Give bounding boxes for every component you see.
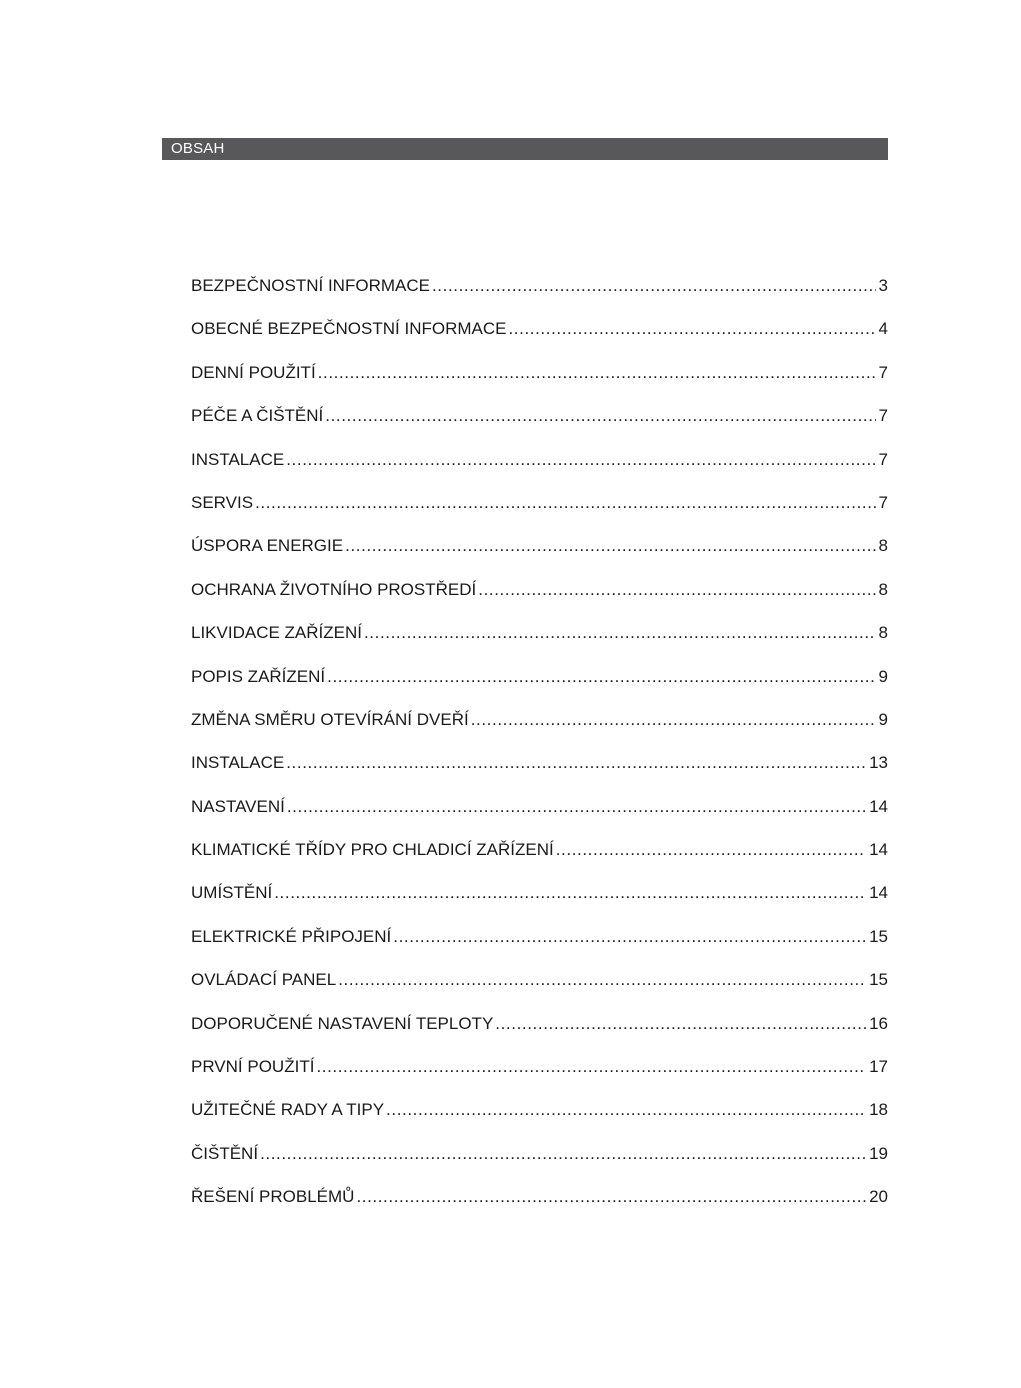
toc-entry-title: PÉČE A ČIŠTĚNÍ	[191, 406, 324, 426]
toc-dot-leader	[338, 967, 866, 993]
toc-page-number: 13	[869, 753, 888, 773]
toc-entry[interactable]	[191, 403, 888, 446]
toc-entry[interactable]	[191, 577, 888, 620]
table-of-contents	[191, 273, 888, 1228]
toc-entry[interactable]	[191, 707, 888, 750]
toc-dot-leader	[495, 1011, 866, 1037]
toc-page-number: 3	[878, 276, 888, 295]
toc-dot-leader	[364, 620, 876, 646]
toc-entry-title: INSTALACE	[191, 753, 285, 773]
section-title: OBSAH	[171, 140, 225, 157]
toc-entry-title: OBECNÉ BEZPEČNOSTNÍ INFORMACE	[191, 319, 507, 339]
toc-dot-leader	[287, 794, 866, 820]
toc-entry[interactable]	[191, 1097, 888, 1140]
section-header-bar	[162, 138, 888, 160]
toc-entry[interactable]	[191, 1054, 888, 1097]
toc-entry[interactable]	[191, 750, 888, 793]
toc-page-number: 14	[869, 883, 888, 903]
toc-entry-title: ZMĚNA SMĚRU OTEVÍRÁNÍ DVEŘÍ	[191, 709, 469, 729]
toc-page-number: 18	[869, 1100, 888, 1120]
toc-page-number: 16	[869, 1013, 888, 1033]
toc-entry[interactable]	[191, 967, 888, 1010]
toc-page-number: 7	[878, 362, 888, 382]
toc-dot-leader	[255, 490, 875, 516]
toc-entry[interactable]	[191, 664, 888, 707]
toc-entry[interactable]	[191, 1184, 888, 1227]
toc-page-number: 9	[878, 709, 888, 729]
toc-entry-title: ČIŠTĚNÍ	[191, 1143, 259, 1163]
toc-dot-leader	[471, 707, 876, 733]
toc-entry[interactable]	[191, 924, 888, 967]
toc-entry[interactable]	[191, 1011, 888, 1054]
toc-page-number: 7	[878, 492, 888, 512]
toc-dot-leader	[356, 1184, 866, 1210]
toc-page-number: 14	[869, 840, 888, 860]
toc-page-number: 7	[878, 406, 888, 426]
toc-entry-title: PRVNÍ POUŽITÍ	[191, 1057, 315, 1077]
toc-entry-title: ŘEŠENÍ PROBLÉMŮ	[191, 1187, 355, 1207]
toc-page-number: 14	[869, 796, 888, 816]
toc-entry-title: NASTAVENÍ	[191, 796, 285, 816]
toc-dot-leader	[274, 880, 866, 906]
toc-entry-title: OVLÁDACÍ PANEL	[191, 970, 337, 990]
toc-page-number: 8	[878, 579, 888, 599]
toc-dot-leader	[316, 1054, 866, 1080]
toc-dot-leader	[260, 1141, 866, 1167]
toc-page-number: 20	[869, 1187, 888, 1207]
toc-entry[interactable]	[191, 620, 888, 663]
toc-entry[interactable]	[191, 837, 888, 880]
toc-entry[interactable]	[191, 490, 888, 533]
toc-entry-title: UMÍSTĚNÍ	[191, 883, 273, 903]
toc-dot-leader	[286, 750, 866, 776]
toc-dot-leader	[286, 447, 875, 473]
toc-entry[interactable]	[191, 447, 888, 490]
toc-entry-title: DENNÍ POUŽITÍ	[191, 362, 316, 382]
toc-entry-title: SERVIS	[191, 492, 254, 512]
toc-dot-leader	[556, 837, 866, 863]
toc-entry-title: OCHRANA ŽIVOTNÍHO PROSTŘEDÍ	[191, 579, 477, 599]
toc-entry-title: BEZPEČNOSTNÍ INFORMACE	[191, 276, 430, 295]
toc-entry-title: DOPORUČENÉ NASTAVENÍ TEPLOTY	[191, 1013, 494, 1033]
toc-page-number: 8	[878, 623, 888, 643]
toc-dot-leader	[478, 577, 875, 603]
toc-entry[interactable]	[191, 273, 888, 316]
toc-dot-leader	[508, 316, 875, 342]
toc-page-number: 4	[878, 319, 888, 339]
toc-page-number: 19	[869, 1143, 888, 1163]
toc-dot-leader	[393, 924, 866, 950]
toc-page-number: 15	[869, 970, 888, 990]
toc-entry-title: ÚSPORA ENERGIE	[191, 536, 344, 556]
toc-entry[interactable]	[191, 533, 888, 576]
toc-dot-leader	[345, 533, 875, 559]
toc-dot-leader	[386, 1097, 866, 1123]
toc-entry[interactable]	[191, 880, 888, 923]
toc-entry[interactable]	[191, 360, 888, 403]
toc-entry-title: LIKVIDACE ZAŘÍZENÍ	[191, 623, 362, 643]
toc-entry-title: UŽITEČNÉ RADY A TIPY	[191, 1100, 385, 1120]
toc-page-number: 17	[869, 1057, 888, 1077]
toc-page-number: 15	[869, 926, 888, 946]
toc-page-number: 7	[878, 449, 888, 469]
toc-page-number: 9	[878, 666, 888, 686]
toc-entry[interactable]	[191, 794, 888, 837]
toc-dot-leader	[432, 273, 876, 299]
toc-page-number: 8	[878, 536, 888, 556]
toc-entry-title: POPIS ZAŘÍZENÍ	[191, 666, 326, 686]
toc-dot-leader	[318, 360, 876, 386]
toc-entry[interactable]	[191, 1141, 888, 1184]
toc-entry[interactable]	[191, 316, 888, 359]
toc-dot-leader	[325, 403, 875, 429]
toc-entry-title: INSTALACE	[191, 449, 285, 469]
toc-dot-leader	[327, 664, 875, 690]
toc-entry-title: ELEKTRICKÉ PŘIPOJENÍ	[191, 926, 392, 946]
toc-entry-title: KLIMATICKÉ TŘÍDY PRO CHLADICÍ ZAŘÍZENÍ	[191, 840, 554, 860]
